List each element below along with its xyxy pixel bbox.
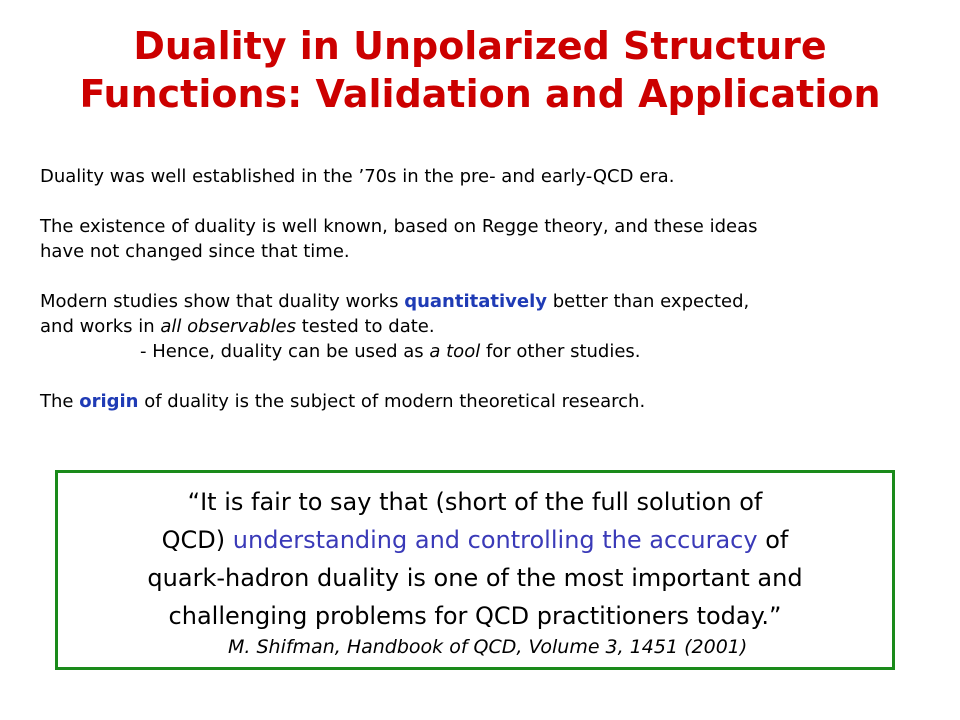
quote-text bbox=[68, 483, 882, 635]
origin-highlight: origin bbox=[79, 391, 139, 412]
title-line-1: Duality in Unpolarized Structure bbox=[133, 24, 827, 68]
quote-line-4: challenging problems for QCD practitioners today.” bbox=[168, 602, 782, 630]
paragraph-3-line-1: Modern studies show that duality works quantitatively better than expected, bbox=[40, 291, 750, 312]
quote-box bbox=[55, 470, 895, 670]
slide-title bbox=[20, 22, 940, 118]
paragraph-1: Duality was well established in the ’70s in the pre- and early-QCD era. bbox=[40, 166, 675, 187]
quote-highlight: understanding and controlling the accuracy bbox=[232, 526, 758, 554]
paragraph-2-line-2: have not changed since that time. bbox=[40, 241, 350, 262]
a-tool-emphasis: a tool bbox=[429, 341, 481, 362]
paragraph-3-line-2: and works in all observables tested to date. bbox=[40, 316, 435, 337]
all-observables-emphasis: all observables bbox=[160, 316, 296, 337]
quote-line-3: quark-hadron duality is one of the most important and bbox=[147, 564, 803, 592]
quote-citation: M. Shifman, Handbook of QCD, Volume 3, 1451 (2001) bbox=[228, 636, 748, 658]
quantitatively-highlight: quantitatively bbox=[404, 291, 547, 312]
paragraph-3-line-3: - Hence, duality can be used as a tool for other studies. bbox=[140, 341, 641, 362]
quote-line-2: QCD) understanding and controlling the accuracy of bbox=[161, 526, 789, 554]
title-line-2: Functions: Validation and Application bbox=[79, 72, 881, 116]
paragraph-4: The origin of duality is the subject of modern theoretical research. bbox=[40, 391, 646, 412]
slide-body bbox=[40, 164, 930, 414]
paragraph-2-line-1: The existence of duality is well known, based on Regge theory, and these ideas bbox=[40, 216, 758, 237]
quote-line-1: “It is fair to say that (short of the full solution of bbox=[187, 488, 763, 516]
